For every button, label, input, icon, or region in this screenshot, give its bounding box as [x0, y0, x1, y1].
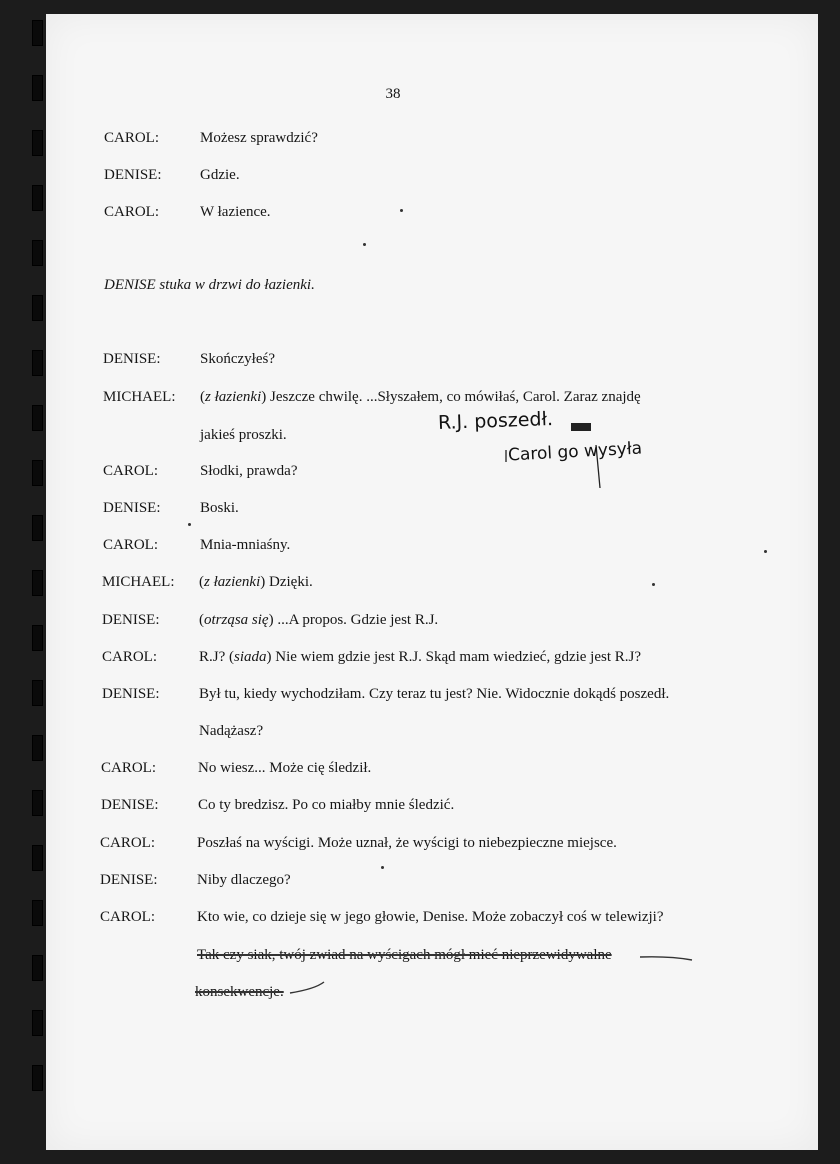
aside: otrząsa się	[204, 612, 269, 628]
aside: z łazienki	[204, 574, 261, 590]
speaker-label: CAROL:	[101, 760, 157, 776]
speaker-label: CAROL:	[103, 463, 159, 479]
speaker-label: CAROL:	[100, 909, 156, 925]
speaker-label: CAROL:	[104, 204, 160, 220]
speaker-label: CAROL:	[103, 537, 159, 553]
scan-speck	[400, 209, 403, 212]
dialogue-line: Możesz sprawdzić?	[200, 130, 318, 146]
dialogue-line: Niby dlaczego?	[197, 872, 291, 888]
handwritten-note-line-2: Carol go wysyła	[507, 438, 643, 466]
dialogue-line: Poszłaś na wyścigi. Może uznał, że wyścigi to niebezpieczne miejsce.	[197, 835, 617, 851]
dialogue-line: (z łazienki) Jeszcze chwilę. ...Słyszałem, co mówiłaś, Carol. Zaraz znajdę	[200, 389, 641, 405]
speaker-label: DENISE:	[101, 797, 159, 813]
dialogue-line: Kto wie, co dzieje się w jego głowie, Denise. Może zobaczył coś w telewizji?	[197, 909, 664, 925]
dialogue-line: Boski.	[200, 500, 239, 516]
scan-speck	[381, 866, 384, 869]
speaker-label: DENISE:	[100, 872, 158, 888]
scan-speck	[363, 243, 366, 246]
speaker-label: DENISE:	[102, 686, 160, 702]
dialogue-line: Skończyłeś?	[200, 351, 275, 367]
dialogue-line: W łazience.	[200, 204, 271, 220]
aside: z łazienki	[205, 389, 262, 405]
struck-line: konsekwencje.	[195, 984, 284, 1000]
dialogue-line: R.J? (siada) Nie wiem gdzie jest R.J. Skąd mam wiedzieć, gdzie jest R.J?	[199, 649, 642, 665]
dialogue-line: Co ty bredzisz. Po co miałby mnie śledzić.	[198, 797, 455, 813]
dialogue-line: (z łazienki) Dzięki.	[199, 574, 313, 590]
struck-line: Tak czy siak, twój zwiad na wyścigach mógł mieć nieprzewidywalne	[197, 947, 612, 963]
dialogue-continuation: Nadążasz?	[199, 723, 264, 739]
dialogue-line: Gdzie.	[200, 167, 240, 183]
speaker-label: CAROL:	[104, 130, 160, 146]
aside: siada	[234, 649, 267, 665]
speaker-label: MICHAEL:	[102, 574, 175, 590]
page-number: 38	[385, 86, 401, 102]
speaker-label: DENISE:	[103, 500, 161, 516]
dialogue-line: No wiesz... Może cię śledził.	[198, 760, 372, 776]
speaker-label: DENISE:	[103, 351, 161, 367]
stage-direction: DENISE stuka w drzwi do łazienki.	[104, 277, 315, 293]
dialogue-line: Słodki, prawda?	[200, 463, 298, 479]
speaker-label: MICHAEL:	[103, 389, 176, 405]
dialogue-continuation: jakieś proszki.	[200, 427, 287, 443]
speaker-label: CAROL:	[100, 835, 156, 851]
dialogue-line: Mnia-mniaśny.	[200, 537, 291, 553]
handwritten-note-line-1: R.J. poszedł.	[437, 407, 554, 435]
dialogue-line: (otrząsa się) ...A propos. Gdzie jest R.J.	[199, 612, 439, 628]
speaker-label: CAROL:	[102, 649, 158, 665]
scan-speck	[764, 550, 767, 553]
speaker-label: DENISE:	[104, 167, 162, 183]
spiral-binding	[32, 20, 42, 1150]
scan-speck	[188, 523, 191, 526]
dialogue-line: Był tu, kiedy wychodziłam. Czy teraz tu jest? Nie. Widocznie dokądś poszedł.	[199, 686, 670, 702]
speaker-label: DENISE:	[102, 612, 160, 628]
scan-speck	[652, 583, 655, 586]
